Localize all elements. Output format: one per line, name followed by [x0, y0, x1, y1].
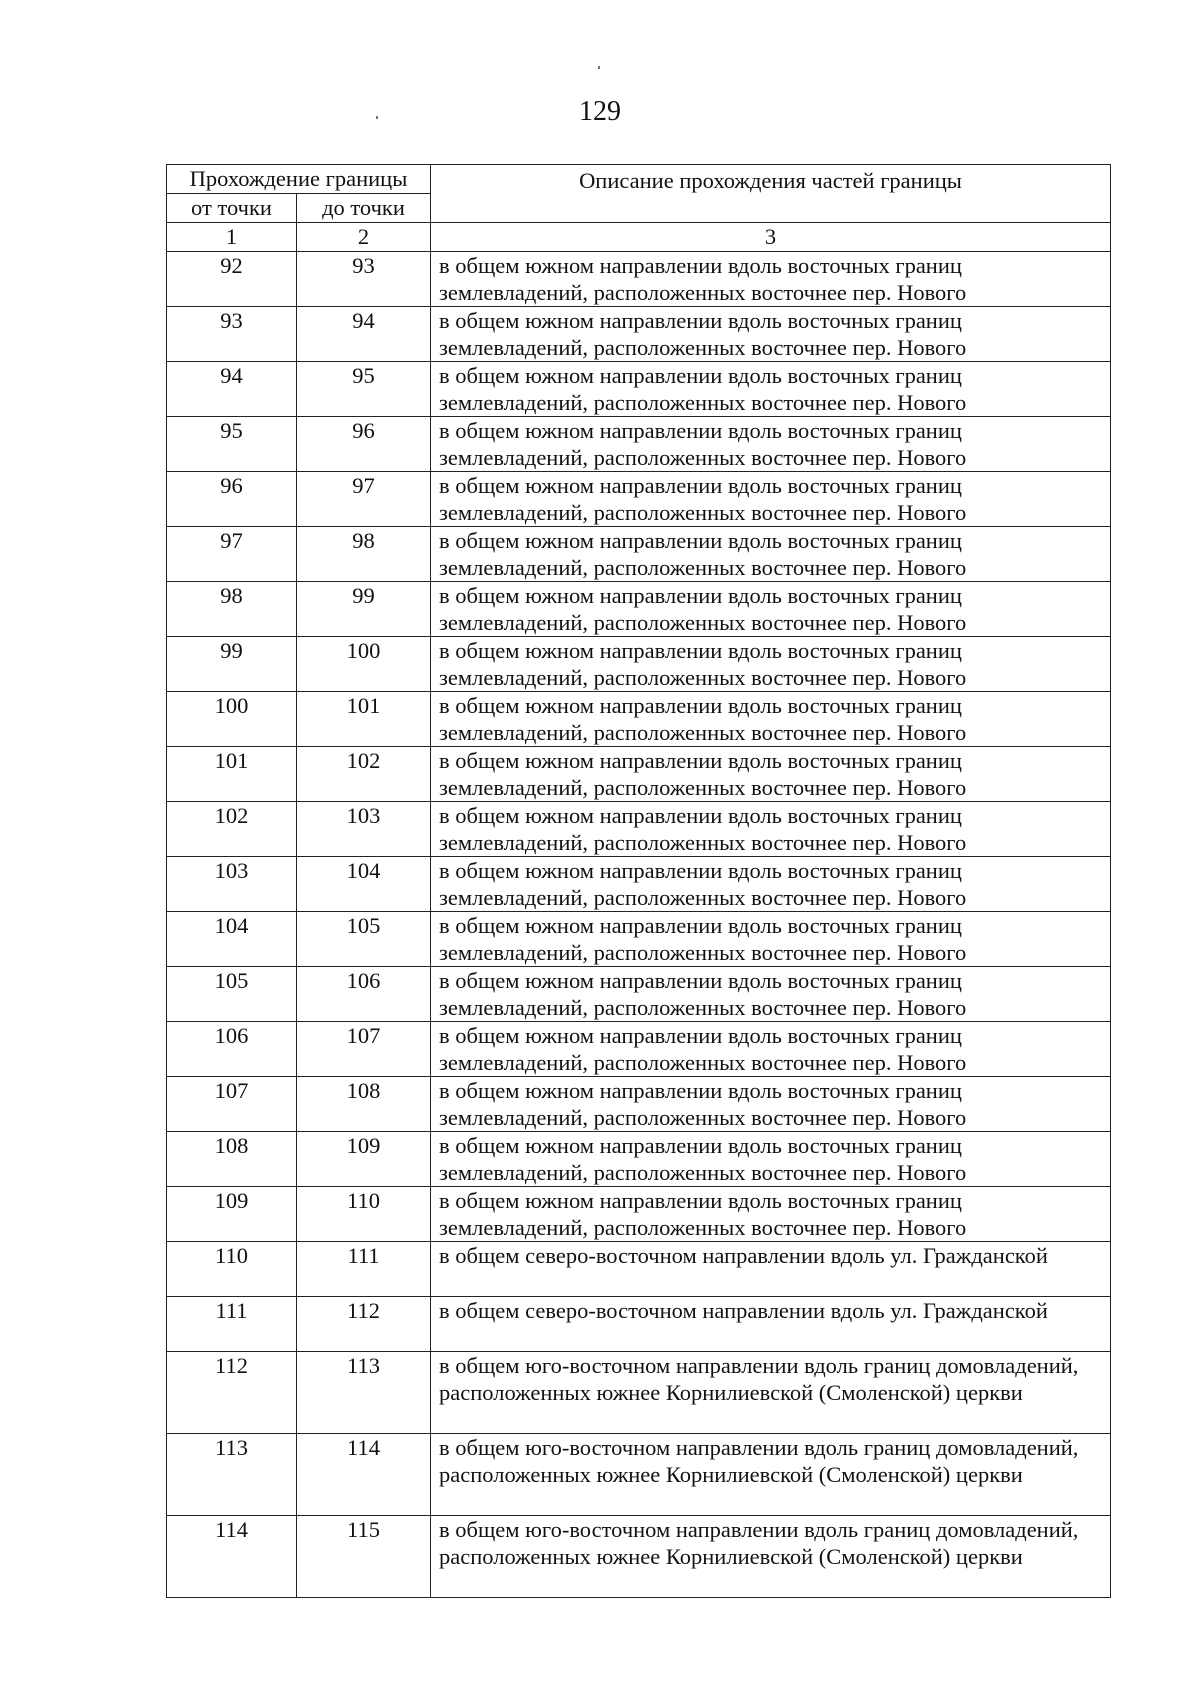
from-point-cell: 102 — [167, 802, 297, 857]
table-row — [167, 252, 1111, 307]
to-point-cell: 108 — [297, 1077, 431, 1132]
table-row — [167, 967, 1111, 1022]
to-point-cell: 102 — [297, 747, 431, 802]
table-row — [167, 747, 1111, 802]
table-row — [167, 802, 1111, 857]
table-row — [167, 1077, 1111, 1132]
to-point-cell: 104 — [297, 857, 431, 912]
to-point-cell: 110 — [297, 1187, 431, 1242]
table-row — [167, 1434, 1111, 1516]
to-point-cell: 101 — [297, 692, 431, 747]
description-cell: в общем юго-восточном направлении вдоль границ домовладений, расположенных южнее Корнилиевской (Смоленской) церкви — [431, 1434, 1111, 1516]
table-row — [167, 1187, 1111, 1242]
table-row — [167, 857, 1111, 912]
description-cell: в общем южном направлении вдоль восточных границ землевладений, расположенных восточнее пер. Нового — [431, 912, 1111, 967]
to-point-cell: 105 — [297, 912, 431, 967]
table-row — [167, 1022, 1111, 1077]
description-cell: в общем южном направлении вдоль восточных границ землевладений, расположенных восточнее пер. Нового — [431, 637, 1111, 692]
table-header — [167, 165, 1111, 252]
description-cell: в общем южном направлении вдоль восточных границ землевладений, расположенных восточнее пер. Нового — [431, 307, 1111, 362]
to-point-cell: 97 — [297, 472, 431, 527]
from-point-cell: 113 — [167, 1434, 297, 1516]
scan-speck — [598, 66, 600, 69]
header-boundary-passage: Прохождение границы — [167, 165, 431, 194]
description-cell: в общем южном направлении вдоль восточных границ землевладений, расположенных восточнее пер. Нового — [431, 527, 1111, 582]
to-point-cell: 95 — [297, 362, 431, 417]
description-cell: в общем южном направлении вдоль восточных границ землевладений, расположенных восточнее пер. Нового — [431, 472, 1111, 527]
from-point-cell: 93 — [167, 307, 297, 362]
table-row — [167, 417, 1111, 472]
from-point-cell: 103 — [167, 857, 297, 912]
column-number-1: 1 — [167, 223, 297, 252]
table-row — [167, 1242, 1111, 1297]
table-row — [167, 1516, 1111, 1598]
to-point-cell: 103 — [297, 802, 431, 857]
from-point-cell: 110 — [167, 1242, 297, 1297]
from-point-cell: 107 — [167, 1077, 297, 1132]
table-row — [167, 1352, 1111, 1434]
from-point-cell: 105 — [167, 967, 297, 1022]
to-point-cell: 96 — [297, 417, 431, 472]
to-point-cell: 106 — [297, 967, 431, 1022]
to-point-cell: 107 — [297, 1022, 431, 1077]
to-point-cell: 94 — [297, 307, 431, 362]
to-point-cell: 93 — [297, 252, 431, 307]
from-point-cell: 96 — [167, 472, 297, 527]
to-point-cell: 100 — [297, 637, 431, 692]
description-cell: в общем южном направлении вдоль восточных границ землевладений, расположенных восточнее пер. Нового — [431, 802, 1111, 857]
description-cell: в общем южном направлении вдоль восточных границ землевладений, расположенных восточнее пер. Нового — [431, 747, 1111, 802]
table-row — [167, 472, 1111, 527]
to-point-cell: 98 — [297, 527, 431, 582]
description-cell: в общем северо-восточном направлении вдоль ул. Гражданской — [431, 1297, 1111, 1352]
description-cell: в общем южном направлении вдоль восточных границ землевладений, расположенных восточнее пер. Нового — [431, 857, 1111, 912]
description-cell: в общем южном направлении вдоль восточных границ землевладений, расположенных восточнее пер. Нового — [431, 1022, 1111, 1077]
table-row — [167, 307, 1111, 362]
from-point-cell: 108 — [167, 1132, 297, 1187]
from-point-cell: 100 — [167, 692, 297, 747]
description-cell: в общем юго-восточном направлении вдоль границ домовладений, расположенных южнее Корнилиевской (Смоленской) церкви — [431, 1352, 1111, 1434]
description-cell: в общем северо-восточном направлении вдоль ул. Гражданской — [431, 1242, 1111, 1297]
from-point-cell: 94 — [167, 362, 297, 417]
description-cell: в общем южном направлении вдоль восточных границ землевладений, расположенных восточнее пер. Нового — [431, 1077, 1111, 1132]
description-cell: в общем южном направлении вдоль восточных границ землевладений, расположенных восточнее пер. Нового — [431, 362, 1111, 417]
to-point-cell: 111 — [297, 1242, 431, 1297]
from-point-cell: 109 — [167, 1187, 297, 1242]
to-point-cell: 114 — [297, 1434, 431, 1516]
column-number-3: 3 — [431, 223, 1111, 252]
from-point-cell: 114 — [167, 1516, 297, 1598]
boundary-table — [166, 164, 1111, 1598]
from-point-cell: 104 — [167, 912, 297, 967]
description-cell: в общем южном направлении вдоль восточных границ землевладений, расположенных восточнее пер. Нового — [431, 582, 1111, 637]
table-body — [167, 252, 1111, 1598]
description-cell: в общем южном направлении вдоль восточных границ землевладений, расположенных восточнее пер. Нового — [431, 1187, 1111, 1242]
from-point-cell: 112 — [167, 1352, 297, 1434]
table-row — [167, 692, 1111, 747]
from-point-cell: 99 — [167, 637, 297, 692]
table-row — [167, 1297, 1111, 1352]
table-row — [167, 582, 1111, 637]
description-cell: в общем юго-восточном направлении вдоль границ домовладений, расположенных южнее Корнилиевской (Смоленской) церкви — [431, 1516, 1111, 1598]
to-point-cell: 99 — [297, 582, 431, 637]
description-cell: в общем южном направлении вдоль восточных границ землевладений, расположенных восточнее пер. Нового — [431, 692, 1111, 747]
table-row — [167, 527, 1111, 582]
from-point-cell: 92 — [167, 252, 297, 307]
table-row — [167, 362, 1111, 417]
table-row — [167, 637, 1111, 692]
from-point-cell: 101 — [167, 747, 297, 802]
from-point-cell: 97 — [167, 527, 297, 582]
from-point-cell: 106 — [167, 1022, 297, 1077]
from-point-cell: 95 — [167, 417, 297, 472]
page-number: 129 — [579, 96, 621, 127]
description-cell: в общем южном направлении вдоль восточных границ землевладений, расположенных восточнее пер. Нового — [431, 252, 1111, 307]
from-point-cell: 111 — [167, 1297, 297, 1352]
table-row — [167, 912, 1111, 967]
column-number-2: 2 — [297, 223, 431, 252]
to-point-cell: 109 — [297, 1132, 431, 1187]
description-cell: в общем южном направлении вдоль восточных границ землевладений, расположенных восточнее пер. Нового — [431, 417, 1111, 472]
to-point-cell: 113 — [297, 1352, 431, 1434]
header-description: Описание прохождения частей границы — [431, 165, 1111, 223]
from-point-cell: 98 — [167, 582, 297, 637]
description-cell: в общем южном направлении вдоль восточных границ землевладений, расположенных восточнее пер. Нового — [431, 967, 1111, 1022]
header-to-point: до точки — [297, 194, 431, 223]
description-cell: в общем южном направлении вдоль восточных границ землевладений, расположенных восточнее пер. Нового — [431, 1132, 1111, 1187]
header-from-point: от точки — [167, 194, 297, 223]
to-point-cell: 112 — [297, 1297, 431, 1352]
table-row — [167, 1132, 1111, 1187]
to-point-cell: 115 — [297, 1516, 431, 1598]
